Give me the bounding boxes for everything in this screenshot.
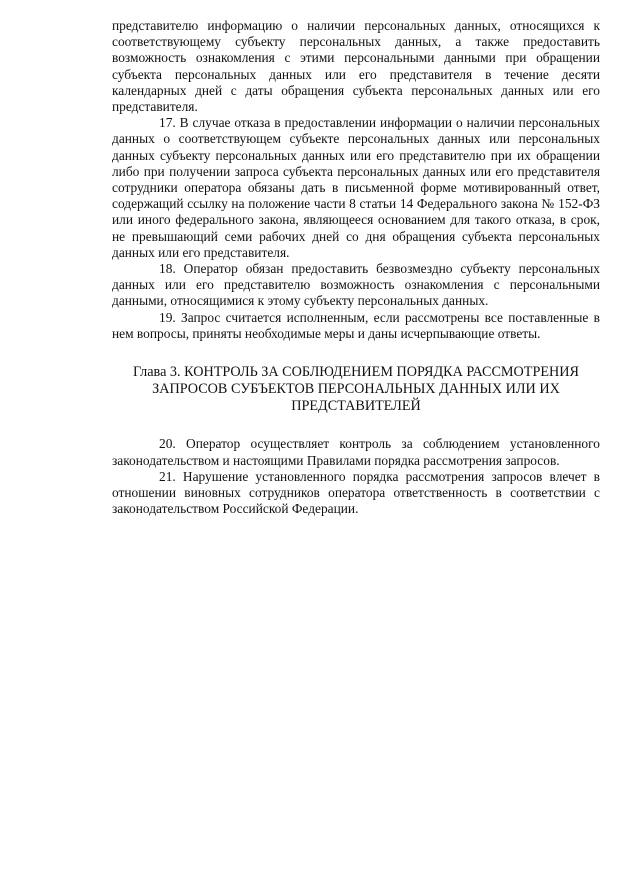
document-body [112,18,600,517]
paragraph-21: 21. Нарушение установленного порядка рассмотрения запросов влечет в отношении виновных сотрудников оператора ответственность в соответствии с законодательством Российской Федерации. [112,468,600,517]
chapter-heading-line-3: ПРЕДСТАВИТЕЛЕЙ [291,397,421,414]
paragraph-17: 17. В случае отказа в предоставлении информации о наличии персональных данных о соответствующем субъекте персональных данных или персональных данных субъекту персональных данных или его представителю при их обращении либо при получении запроса субъекта персональных данных или его представителя сотрудники оператора обязаны дать в письменной форме мотивированный ответ, содержащий ссылку на положение части 8 статьи 14 Федерального закона № 152-ФЗ или иного федерального закона, являющееся основанием для такого отказа, в срок, не превышающий семи рабочих дней со дня обращения субъекта персональных данных или его представителя. [112,115,600,260]
paragraph-16-continuation: представителю информацию о наличии персональных данных, относящихся к соответствующему субъекту персональных данных, а также предоставить возможность ознакомления с этими персональными данными при обращении субъекта персональных данных или его представителя в течение десяти календарных дней с даты обращения субъекта персональных данных или его представителя. [112,18,600,115]
paragraph-19: 19. Запрос считается исполненным, если рассмотрены все поставленные в нем вопросы, приняты необходимые меры и даны исчерпывающие ответы. [112,309,600,341]
chapter-heading-line-1: Глава 3. КОНТРОЛЬ ЗА СОБЛЮДЕНИЕМ ПОРЯДКА РАССМОТРЕНИЯ [133,364,579,381]
chapter-heading-line-2: ЗАПРОСОВ СУБЪЕКТОВ ПЕРСОНАЛЬНЫХ ДАННЫХ ИЛИ ИХ [152,380,560,397]
paragraph-20: 20. Оператор осуществляет контроль за соблюдением установленного законодательством и настоящими Правилами порядка рассмотрения запросов. [112,436,600,468]
chapter-3-heading [112,364,600,414]
paragraph-18: 18. Оператор обязан предоставить безвозмездно субъекту персональных данных или его представителю возможность ознакомления с персональными данными, относящимися к этому субъекту персональных данных. [112,261,600,309]
